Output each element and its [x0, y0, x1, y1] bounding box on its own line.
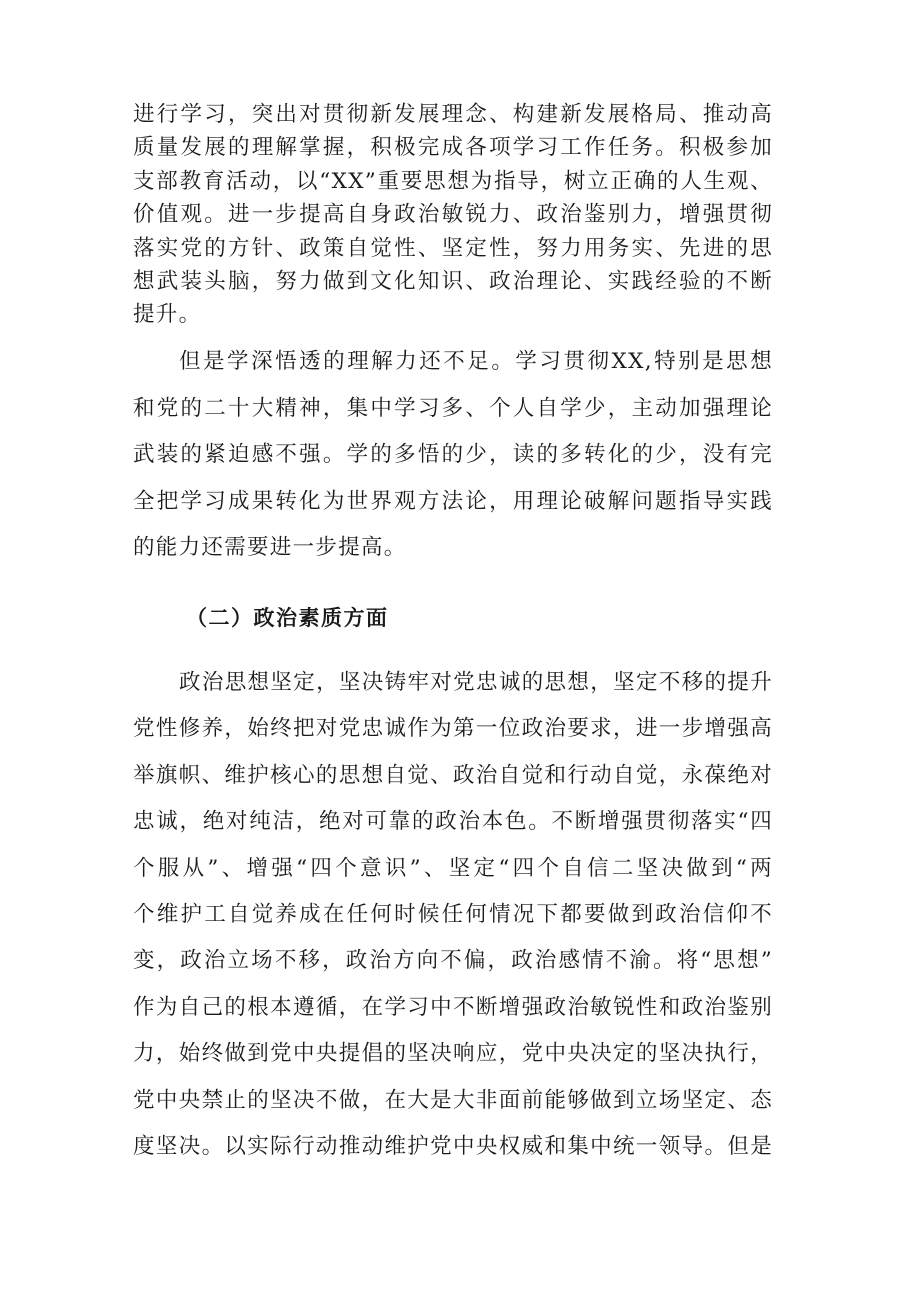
text-line: 度坚决。以实际行动推动维护党中央权威和集中统一领导。但是: [133, 1133, 773, 1159]
text-line: 全把学习成果转化为世界观方法论，用理论破解问题指导实践: [133, 488, 773, 514]
text-line: 质量发展的理解掌握，积极完成各项学习工作任务。积极参加: [133, 135, 773, 161]
text-line: 举旗帜、维护核心的思想自觉、政治自觉和行动自觉，永葆绝对: [133, 762, 773, 788]
paragraph-political-quality: [133, 660, 773, 1170]
text-line: 想武装头脑，努力做到文化知识、政治理论、实践经验的不断: [133, 268, 773, 294]
text-line: 力，始终做到党中央提倡的坚决响应，党中央决定的坚决执行，: [133, 1041, 773, 1067]
text-line: 个维护工自觉养成在任何时候任何情况下都要做到政治信仰不: [133, 901, 773, 927]
paragraph-shortcomings: [133, 339, 773, 572]
text-line: 忠诚，绝对纯洁，绝对可靠的政治本色。不断增强贯彻落实“四: [133, 809, 773, 835]
text-line: 政治思想坚定，坚决铸牢对党忠诚的思想，坚定不移的提升: [179, 670, 773, 695]
text-line: 个服从”、增强“四个意识”、坚定“四个自信二坚决做到“两: [133, 855, 773, 881]
text-line: 党性修养，始终把对党忠诚作为第一位政治要求，进一步增强高: [133, 716, 773, 742]
text-line: 进行学习，突出对贯彻新发展理念、构建新发展格局、推动高: [133, 102, 773, 127]
text-line: 党中央禁止的坚决不做，在大是大非面前能够做到立场坚定、态: [133, 1087, 773, 1113]
text-line: 武装的紧迫感不强。学的多悟的少，读的多转化的少，没有完: [133, 442, 773, 467]
paragraph-study: [133, 98, 773, 332]
text-line: 提升。: [133, 302, 202, 328]
text-line: 和党的二十大精神，集中学习多、个人自学少，主动加强理论: [133, 395, 773, 421]
section-heading: （二）政治素质方面: [186, 606, 389, 630]
text-line: 价值观。进一步提高自身政治敏锐力、政治鉴别力，增强贯彻: [133, 202, 773, 228]
text-line: 变，政治立场不移，政治方向不偏，政治感情不渝。将“思想”: [133, 948, 773, 974]
text-line: 但是学深悟透的理解力还不足。学习贯彻XX,特别是思想: [179, 349, 773, 374]
text-line: 的能力还需要进一步提高。: [133, 535, 407, 560]
text-line: 支部教育活动，以“XX”重要思想为指导，树立正确的人生观、: [133, 168, 773, 194]
text-line: 落实党的方针、政策自觉性、坚定性，努力用务实、先进的思: [133, 235, 773, 261]
text-line: 作为自己的根本遵循，在学习中不断增强政治敏锐性和政治鉴别: [133, 994, 773, 1020]
